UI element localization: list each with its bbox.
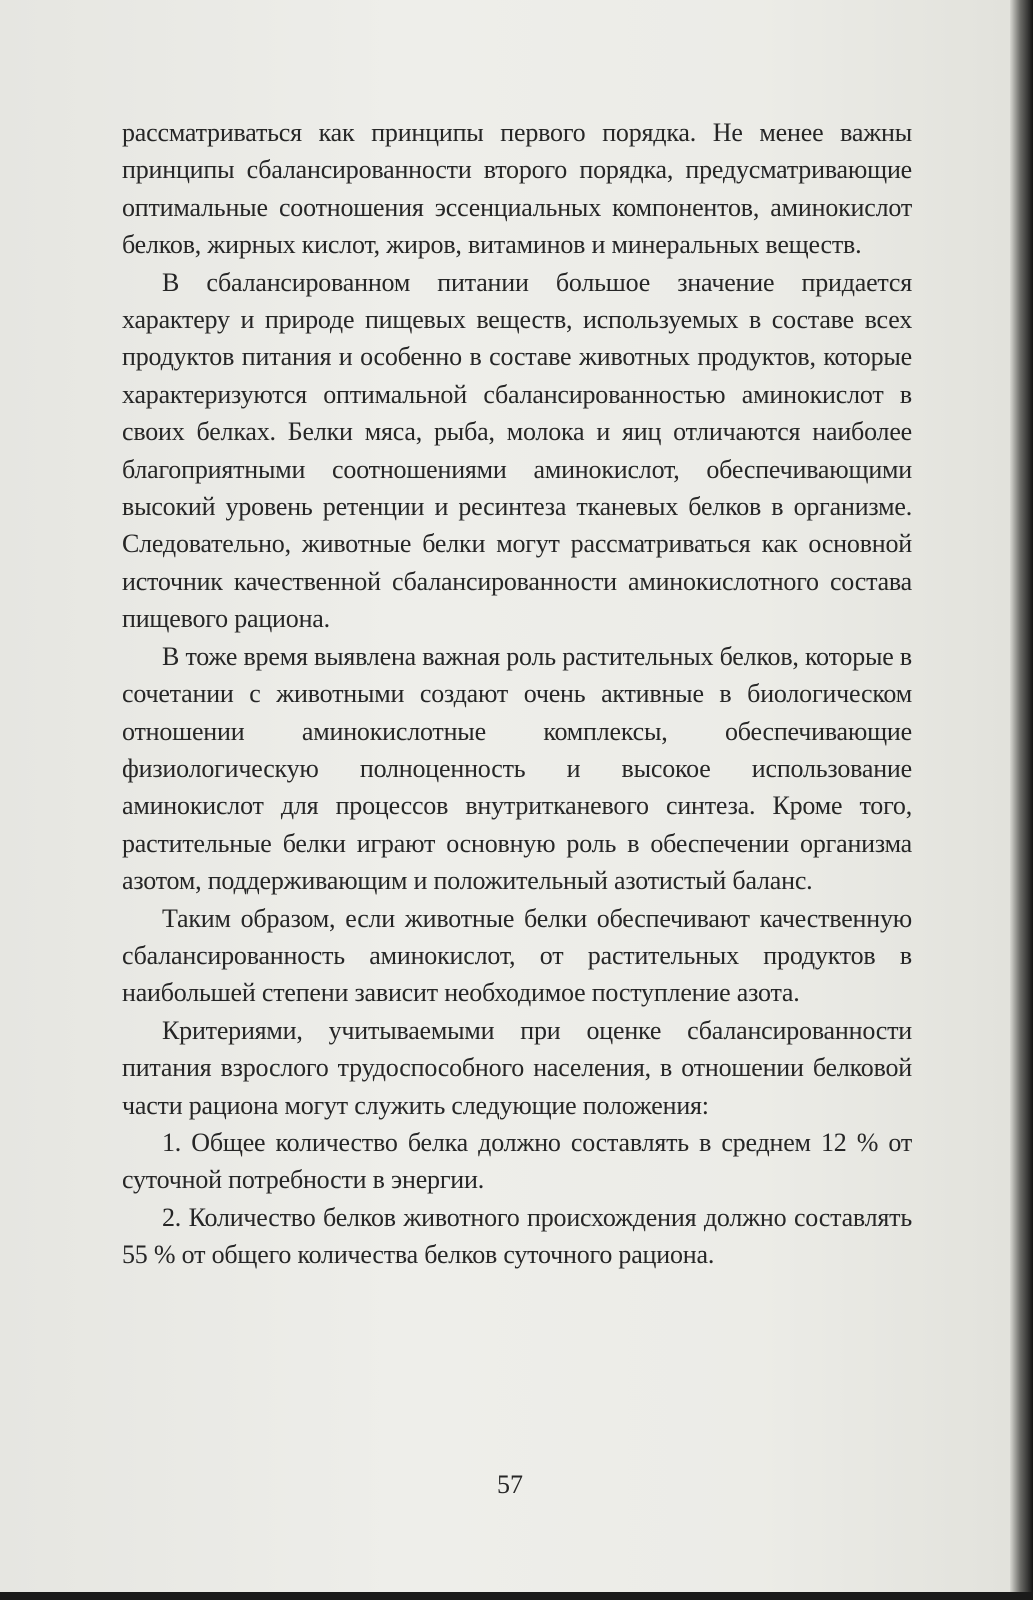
- bottom-shadow: [0, 1592, 1033, 1600]
- body-text: [122, 114, 912, 1274]
- paragraph-5: Критериями, учитываемыми при оценке сбалансированности питания взрослого трудоспособного населения, в отношении белковой части рациона могут служить следующие положения:: [122, 1015, 912, 1120]
- list-item-2: 2. Количество белков животного происхождения должно составлять 55 % от общего количества белков суточного рациона.: [122, 1202, 912, 1270]
- book-spine-shadow: [1010, 0, 1033, 1600]
- paragraph-4: Таким образом, если животные белки обеспечивают качественную сбалансированность аминокислот, от растительных продуктов в наибольшей степени зависит необходимое поступление азота.: [122, 903, 912, 1008]
- paragraph-1: рассматриваться как принципы первого порядка. Не менее важны принципы сбалансированности второго порядка, предусматривающие оптимальные соотношения эссенциальных компонентов, аминокислот белков, жирных кислот, жиров, витаминов и минеральных веществ.: [122, 118, 912, 260]
- page-number: 57: [497, 1470, 523, 1499]
- paragraph-3: В тоже время выявлена важная роль растительных белков, которые в сочетании с животными создают очень активные в биологическом отношении аминокислотные комплексы, обеспечивающие физиологическую полноценность и высокое использование аминокислот для процессов внутритканевого синтеза. Кроме того, растительные белки играют основную роль в обеспечении организма азотом, поддерживающим и положительный азотистый баланс.: [122, 641, 912, 896]
- paragraph-2: В сбалансированном питании большое значение придается характеру и природе пищевых веществ, используемых в составе всех продуктов питания и особенно в составе животных продуктов, которые характеризуются оптимальной сбалансированностью аминокислот в своих белках. Белки мяса, рыба, молока и яиц отличаются наиболее благоприятными соотношениями аминокислот, обеспечивающими высокий уровень ретенции и ресинтеза тканевых белков в организме. Следовательно, животные белки могут рассматриваться как основной источник качественной сбалансированности аминокислотного состава пищевого рациона.: [122, 267, 912, 634]
- list-item-1: 1. Общее количество белка должно составлять в среднем 12 % от суточной потребности в энергии.: [122, 1127, 912, 1195]
